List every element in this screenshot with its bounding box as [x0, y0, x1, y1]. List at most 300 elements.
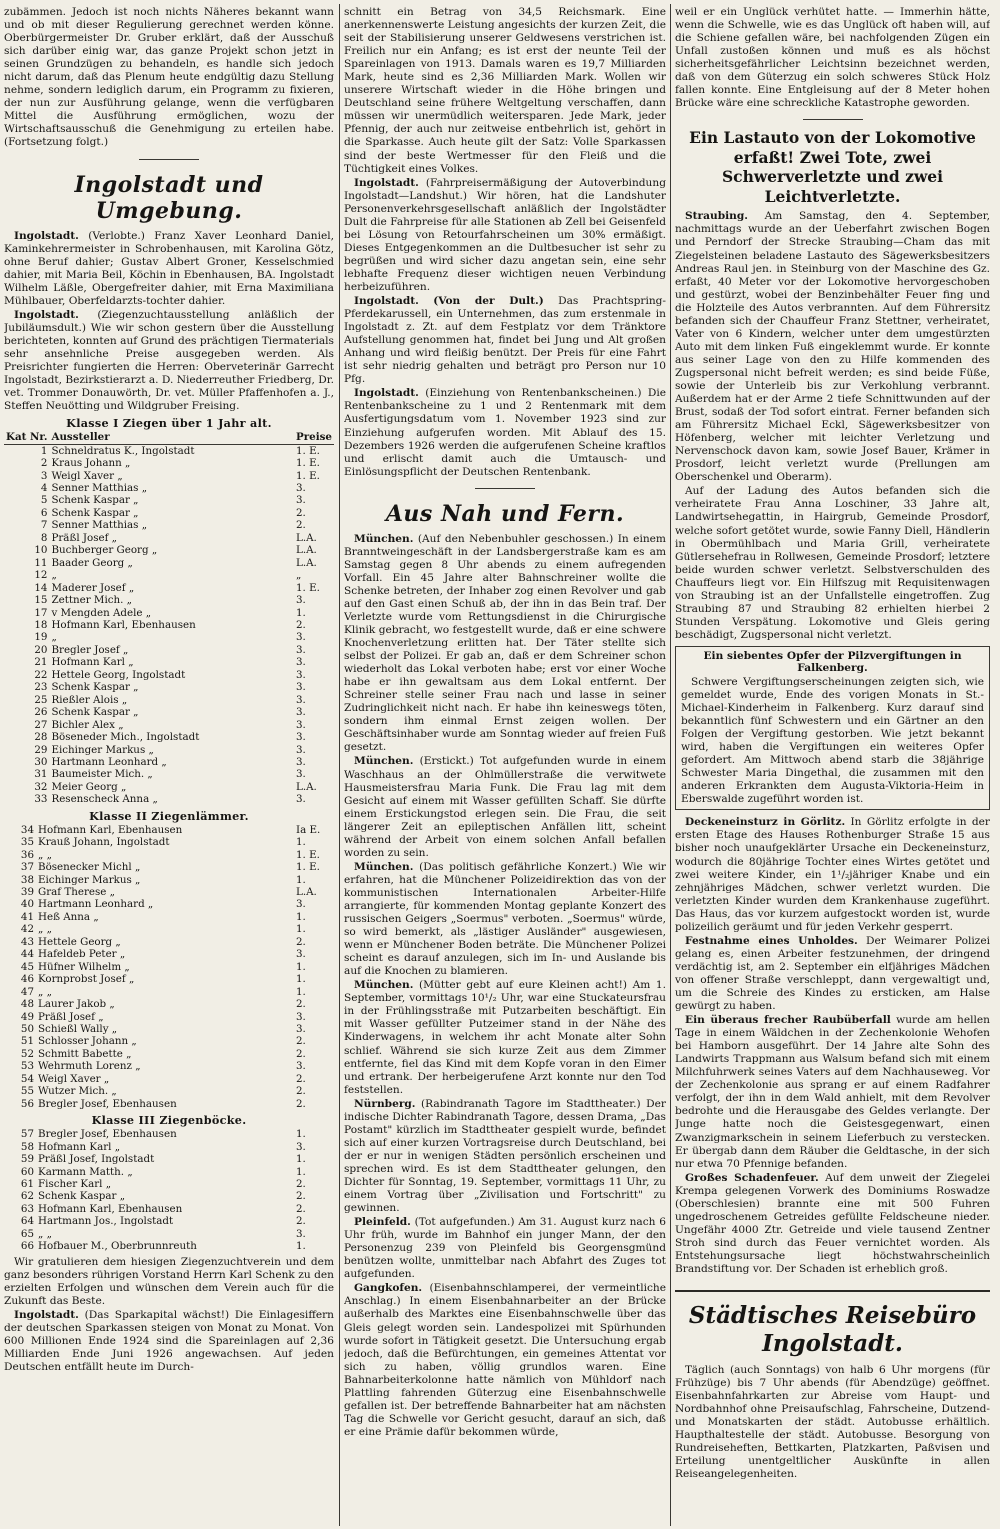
- table-row: [4, 507, 334, 519]
- dateline: München.: [354, 532, 414, 545]
- exhibitor: Schmitt Babette „: [38, 1047, 132, 1060]
- exhibitor: „ „: [38, 923, 52, 936]
- exhibitor: Meier Georg „: [51, 780, 127, 793]
- exhibitor: Hofmann Karl „: [38, 1140, 121, 1153]
- exhibitor: Hofmann Karl „: [51, 656, 134, 669]
- table-row: [4, 1178, 334, 1190]
- table-row: [4, 557, 334, 569]
- table-row: [4, 961, 334, 973]
- prize: L.A.: [296, 556, 317, 569]
- exhibitor: „ „: [38, 848, 52, 861]
- exhibitor: Hartmann Leonhard „: [51, 755, 167, 768]
- news-item: [4, 230, 334, 308]
- column-rule: [670, 4, 671, 1526]
- prize: 1.: [296, 960, 306, 973]
- cat-number: 15: [34, 594, 48, 607]
- exhibitor: Heß Anna „: [38, 910, 99, 923]
- headline: Ein Lastauto von der Lokomotive erfaßt! Zwei Tote, zwei Schwerverletzte und zwei Leichtverletzte.: [689, 128, 976, 206]
- news-item: [344, 1282, 666, 1439]
- news-item: [675, 210, 990, 484]
- prize: 3.: [296, 1227, 306, 1240]
- cat-number: 6: [40, 506, 48, 519]
- cat-number: 51: [20, 1035, 34, 1048]
- table-row: [4, 731, 334, 743]
- cat-number: 7: [40, 519, 48, 532]
- dateline: München.: [354, 860, 414, 873]
- exhibitor: Schießl Wally „: [38, 1023, 118, 1036]
- cat-number: 22: [34, 668, 48, 681]
- exhibitor: Buchberger Georg „: [51, 544, 158, 557]
- table-row: [4, 669, 334, 681]
- cat-number: 23: [34, 681, 48, 694]
- exhibitor: Krauß Johann, Ingolstadt: [38, 836, 170, 849]
- exhibitor: Hartmann Leonhard „: [38, 898, 154, 911]
- table-row: [4, 768, 334, 780]
- prize: 1. E.: [296, 469, 320, 482]
- table-row: [4, 544, 334, 556]
- dateline: Gangkofen.: [354, 1282, 423, 1295]
- news-text: Auf dem unweit der Ziegelei Krempa gelegenen Vorwerk des Dominiums Roswadze (Oberschlesien) brannte eine mit 500 Fuhren ungedroschenem Getreides gefüllte Feldscheune nieder. Ungefähr 4000 Ztr. Getreide und viele tausend Zentner Stroh sind durch das Feuer vernichtet worden. Als Entstehungsursache liegt höchstwahrscheinlich Brandstiftung vor. Der Schaden ist erheblich groß.: [675, 1171, 990, 1275]
- news-item: [344, 755, 666, 859]
- news-text: (Erstickt.) Tot aufgefunden wurde in einem Waschhaus an der Ohlmüllerstraße die verwitwete Hausmeistersfrau Maria Funk. Die Frau lag mit dem Gesicht auf einem mit Wasser gefüllten Schaff. Sie dürfte einem Erstickungstod erlegen sein. Die Frau, die seit längerer Zeit an epileptischen Anfällen litt, scheint während der Arbeit von einem solchen Anfall befallen worden zu sein.: [344, 755, 666, 859]
- exhibitor: Bregler Josef „: [51, 643, 129, 656]
- table-row: [4, 898, 334, 910]
- table-row: [4, 849, 334, 861]
- cat-number: 48: [20, 998, 34, 1011]
- table-row: [4, 781, 334, 793]
- class-heading: Klasse I Ziegen über 1 Jahr alt.: [66, 416, 272, 431]
- table-row: [4, 619, 334, 631]
- class-heading: Klasse II Ziegenlämmer.: [89, 808, 249, 823]
- cat-number: 29: [34, 743, 48, 756]
- news-item: [344, 1098, 666, 1215]
- prize: 2.: [296, 506, 306, 519]
- exhibitor: Schlosser Johann „: [38, 1035, 137, 1048]
- exhibitor: „: [51, 631, 57, 644]
- prize: 3.: [296, 718, 306, 731]
- prize: 1.: [296, 836, 306, 849]
- table-row: [4, 1128, 334, 1140]
- news-text: (Eisenbahnschlamperei, der vermeintliche Anschlag.) In einem Eisenbahnarbeiter an der Brücke außerhalb des Marktes eine Eisenbahnschwelle über das Gleis gelegt worden sein. Landespolizei mit Spürhunden wurde sofort in Tätigkeit gesetzt. Die Untersuchung ergab jedoch, daß die Befürchtungen, ein gemeines Attentat vor sich zu haben, völlig grundlos waren. Eine Bahnarbeiterkolonne hatte nämlich von Mühldorf nach Plattling fahrenden Güterzug eine Eisenbahnschwelle gefallen ist. Der betreffende Bahnarbeiter hat am nächsten Tag die Schwelle vor Gericht gesucht, darauf an sich, daß er eine Prämie dafür bekommen würde,: [344, 1282, 666, 1438]
- dateline: München.: [354, 979, 414, 992]
- cat-number: 62: [20, 1190, 34, 1203]
- prize: 3.: [296, 668, 306, 681]
- news-text: (Einziehung von Rentenbankscheinen.) Die Rentenbankscheine zu 1 und 2 Rentenmark mit dem Ausfertigungsdatum vom 1. November 1923 sind zur Einziehung aufgerufen worden. Mit Ablauf des 15. Dezembers 1926 werden die aufgerufenen Scheine kraftlos und erlischt damit auch die Umtausch- und Einlösungspflicht der Deutschen Rentenbank.: [344, 387, 666, 478]
- exhibitor: Schenk Kaspar „: [51, 706, 139, 719]
- cat-number: 21: [34, 656, 48, 669]
- table-row: [4, 470, 334, 482]
- prize: 2.: [296, 1085, 306, 1098]
- table-row: [4, 886, 334, 898]
- prize: 2.: [296, 1047, 306, 1060]
- article-continuation: weil er ein Unglück verhütet hatte. — Immerhin hätte, wenn die Schwelle, wie es das Unglück oft haben will, auf die Schiene gefallen wäre, bei nachfolgenden Zügen ein Unfall zustoßen können und muß es als höchst sicherheitsgefährlicher Leichtsinn bezeichnet werden, daß von dem Güterzug ein solch schweres Stück Holz fallen konnte. Eine Entgleisung auf der 8 Meter hohen Brücke wäre eine schreckliche Katastrophe geworden.: [675, 6, 990, 110]
- news-text: wurde am hellen Tage in einem Wäldchen in der Zechenkolonie Wehofen bei Hamborn ausgeführt. Der 14 Jahre alte Sohn des Landwirts Trappmann aus Walsum befand sich mit einem Milchfuhrwerk seines Vaters auf dem Nachhauseweg. Vor der Zechenkolonie aus sprang er auf einem Radfahrer verfolgt, der ihn in dem Wald anhielt, mit dem Revolver bedrohte und die Herausgabe des Geldes verlangte. Der Junge hatte noch die Geistesgegenwart, einen Zwanzigmarkschein in seinem Lieferbuch zu verstecken. Er übergab dann dem Räuber die Geldtasche, in der sich nur etwa 70 Pfennige befanden.: [675, 1014, 990, 1170]
- news-text: (Fahrpreisermäßigung der Autoverbindung Ingolstadt—Landshut.) Wir hören, hat die Landshuter Personenverkehrsgesellschaft anläßlich der Ingolstädter Dult die Fahrpreise für alle Stationen ab Zell bei Geisenfeld bei Lösung von Retourfahrscheinen um 30% ermäßigt. Dieses Entgegenkommen an die Dultbesucher ist sehr zu begrüßen und wird sicher dazu angetan sein, eine sehr lebhafte Frequenz dieser wichtigen neuen Verbindung herbeizuführen.: [344, 176, 666, 293]
- cat-number: 28: [34, 731, 48, 744]
- exhibitor: Senner Matthias „: [51, 481, 148, 494]
- notice-title: Ein siebentes Opfer der Pilzvergiftungen in Falkenberg.: [703, 649, 962, 674]
- exhibitor: Fischer Karl „: [38, 1178, 112, 1190]
- cat-number: 12: [34, 569, 48, 582]
- prize: L.A.: [296, 886, 317, 899]
- column-rule: [339, 4, 340, 1526]
- exhibitor: Weigl Xaver „: [51, 469, 123, 482]
- prize-table: [4, 1128, 334, 1253]
- cat-number: 36: [20, 848, 34, 861]
- prize: 3.: [296, 481, 306, 494]
- news-item: [344, 861, 666, 978]
- col-header: Aussteller: [49, 431, 294, 444]
- table-row: [4, 519, 334, 531]
- cat-number: 43: [20, 935, 34, 948]
- news-item: [344, 387, 666, 478]
- prize: 1.: [296, 606, 306, 619]
- table-row: [4, 824, 334, 836]
- cat-number: 31: [34, 768, 48, 781]
- table-row: [4, 986, 334, 998]
- table-row: [4, 594, 334, 606]
- news-title: (Von der Dult.): [433, 295, 544, 308]
- cat-number: 63: [20, 1202, 34, 1215]
- table-row: [4, 719, 334, 731]
- prize: L.A.: [296, 544, 317, 557]
- dateline: Pleinfeld.: [354, 1216, 411, 1229]
- exhibitor: Böseneder Mich., Ingolstadt: [51, 731, 200, 744]
- news-item: [344, 177, 666, 294]
- prize: 3.: [296, 706, 306, 719]
- prize: L.A.: [296, 780, 317, 793]
- prize: 1.: [296, 973, 306, 986]
- prize: 3.: [296, 693, 306, 706]
- prize: 2.: [296, 1178, 306, 1190]
- prize: L.A.: [296, 531, 317, 544]
- table-row: [4, 1060, 334, 1072]
- dateline: Ingolstadt.: [354, 387, 419, 400]
- prize: 1. E.: [296, 444, 320, 457]
- exhibitor: Eichinger Markus „: [51, 743, 154, 756]
- column-middle: [344, 6, 666, 1526]
- col-header: Kat Nr.: [6, 431, 48, 444]
- news-item: [4, 1309, 334, 1374]
- prize: 1.: [296, 910, 306, 923]
- prize-table: [4, 431, 334, 806]
- table-row: [4, 444, 334, 457]
- prize: 3.: [296, 768, 306, 781]
- exhibitor: Hofbauer M., Oberbrunnreuth: [38, 1240, 197, 1253]
- exhibitor: Kornprobst Josef „: [38, 973, 135, 986]
- exhibitor: Bregler Josef, Ebenhausen: [38, 1097, 177, 1110]
- prize: 3.: [296, 594, 306, 607]
- exhibitor: Wutzer Mich. „: [38, 1085, 117, 1098]
- cat-number: 11: [34, 556, 48, 569]
- prize: 3.: [296, 631, 306, 644]
- column-left: [4, 6, 334, 1526]
- exhibitor: Senner Matthias „: [51, 519, 148, 532]
- news-text: (Ziegenzuchtausstellung anläßlich der Jubiläumsdult.) Wie wir schon gestern über die Ausstellung berichteten, konnten auf Grund des prächtigen Tiermaterials sehr ansehnliche Preise ausgegeben werden. Als Preisrichter fungierten die Herren: Oberveterinär Garrecht Ingolstadt, Bezirkstierarzt a. D. Niederreuther Friedberg, Dr. vet. Trommer Donauwörth, Dr. vet. Müller Pfaffenhofen a. J., Steffen Neuötting und Wildgruber Freising.: [4, 308, 334, 413]
- prize: 3.: [296, 656, 306, 669]
- exhibitor: Graf Therese „: [38, 886, 115, 899]
- cat-number: 33: [34, 793, 48, 806]
- exhibitor: Bösenecker Michl „: [38, 861, 141, 874]
- cat-number: 3: [40, 469, 48, 482]
- table-row: [4, 482, 334, 494]
- cat-number: 64: [20, 1215, 34, 1228]
- table-row: [4, 532, 334, 544]
- ad-text: Täglich (auch Sonntags) von halb 6 Uhr morgens (für Frühzüge) bis 7 Uhr abends (für Abendzüge) geöffnet. Eisenbahnfahrkarten zur Abreise vom Haupt- und Nordbahnhof ohne Preisaufschlag, Fahrscheine, Dutzend- und Monatskarten der städt. Autobusse erhältlich. Haupthaltestelle der städt. Autobusse. Besorgung von Rundreiseheften, Bettkarten, Platzkarten, Paßvisen und Erteilung unentgeltlicher Auskünfte in allen Reiseangelegenheiten.: [675, 1364, 990, 1481]
- cat-number: 56: [20, 1097, 34, 1110]
- table-row: [4, 1240, 334, 1252]
- prize: 2.: [296, 1215, 306, 1228]
- exhibitor: Hartmann Jos., Ingolstadt: [38, 1215, 174, 1228]
- table-row: [4, 1153, 334, 1165]
- exhibitor: „: [51, 569, 57, 582]
- cat-number: 18: [34, 618, 48, 631]
- exhibitor: Schenk Kaspar „: [51, 681, 139, 694]
- prize: 2.: [296, 935, 306, 948]
- section-heading: Ingolstadt und Umgebung.: [74, 171, 264, 224]
- cat-number: 20: [34, 643, 48, 656]
- exhibitor: Hofmann Karl, Ebenhausen: [38, 1202, 183, 1215]
- news-item: [344, 979, 666, 1096]
- news-text: Wir gratulieren dem hiesigen Ziegenzuchtverein und dem ganz besonders rührigen Vorstand Herrn Karl Schenk zu den erzielten Erfolgen und wünschen dem Verein auch für die Zukunft das Beste.: [4, 1255, 334, 1307]
- table-row: [4, 911, 334, 923]
- table-row: [4, 836, 334, 848]
- cat-number: 4: [40, 481, 48, 494]
- table-row: [4, 569, 334, 581]
- cat-number: 42: [20, 923, 34, 936]
- cat-number: 52: [20, 1047, 34, 1060]
- cat-number: 46: [20, 973, 34, 986]
- table-row: [4, 998, 334, 1010]
- table-row: [4, 861, 334, 873]
- cat-number: 61: [20, 1178, 34, 1190]
- table-row: [4, 1228, 334, 1240]
- cat-number: 1: [40, 444, 48, 457]
- exhibitor: Wehrmuth Lorenz „: [38, 1060, 141, 1073]
- table-row: [4, 948, 334, 960]
- cat-number: 35: [20, 836, 34, 849]
- exhibitor: Schneldratus K., Ingolstadt: [51, 444, 195, 457]
- prize: 2.: [296, 1202, 306, 1215]
- cat-number: 54: [20, 1072, 34, 1085]
- separator: [139, 159, 199, 160]
- exhibitor: Baumeister Mich. „: [51, 768, 153, 781]
- cat-number: 38: [20, 873, 34, 886]
- cat-number: 30: [34, 755, 48, 768]
- cat-number: 19: [34, 631, 48, 644]
- table-row: [4, 631, 334, 643]
- cat-number: 2: [40, 457, 48, 470]
- cat-number: 45: [20, 960, 34, 973]
- article-continuation: zubämmen. Jedoch ist noch nichts Näheres bekannt wann und ob mit dieser Regulierung gerechnet werden könne. Oberbürgermeister Dr. Gruber erklärt, daß der Ausschuß sich darüber einig war, das ganze Projekt schon jetzt in seinen Grundzügen zu behandeln, es handle sich jedoch nicht darum, daß das Plenum heute endgültig dazu Stellung nehme, sondern lediglich darum, ein Programm zu fixieren, der nun zur Ausführung gelange, wenn die verfügbaren Mittel die Ausführung ermöglichen, wozu der Wirtschaftsausschuß die Genehmigung zu erteilen habe. (Fortsetzung folgt.): [4, 6, 334, 149]
- prize: 3.: [296, 1060, 306, 1073]
- cat-number: 47: [20, 985, 34, 998]
- table-row: [4, 656, 334, 668]
- news-item: [344, 295, 666, 386]
- table-row: [4, 756, 334, 768]
- prize: 3.: [296, 1010, 306, 1023]
- cat-number: 49: [20, 1010, 34, 1023]
- cat-number: 10: [34, 544, 48, 557]
- prize: 1. E.: [296, 848, 320, 861]
- news-item: [675, 1172, 990, 1276]
- dateline: München.: [354, 755, 414, 768]
- table-row: [4, 457, 334, 469]
- cat-number: 37: [20, 861, 34, 874]
- table-row: [4, 1190, 334, 1202]
- prize: 1.: [296, 923, 306, 936]
- table-row: [4, 582, 334, 594]
- prize: 3.: [296, 1140, 306, 1153]
- dateline: Ingolstadt.: [354, 176, 419, 189]
- article-continuation: schnitt ein Betrag von 34,5 Reichsmark. Eine anerkennenswerte Leistung angesichts der kurzen Zeit, die seit der Stabilisierung unserer Geldwesens verstrichen ist. Freilich nur ein Anfang; es ist erst der neunte Teil der Spareinlagen von 1913. Damals waren es 19,7 Milliarden Mark, heute sind es 2,36 Milliarden Mark. Wollen wir unserere Wirtschaft wieder in die Höhe bringen und Deutschland seine frühere Weltgeltung verschaffen, dann müssen wir unermüdlich weitersparen. Jede Mark, jeder Pfennig, der auch nur zeitweise entbehrlich ist, gehört in die Sparkasse. Auch heute gilt der Satz: Volle Sparkassen sind der beste Wertmesser für den Fleiß und die Tüchtigkeit eines Volkes.: [344, 6, 666, 175]
- table-row: [4, 874, 334, 886]
- news-text: Das Prachtspring-Pferdekarussell, ein Unternehmen, das zum erstenmale in Ingolstadt z. Zt. auf dem Festplatz vor dem Tränktore Aufstellung genommen hat, findet bei Jung und Alt großen Anhang und wird fleißig benützt. Der Preis für eine Fahrt ist sehr niedrig gehalten und beträgt pro Person nur 10 Pfg.: [344, 295, 666, 386]
- table-row: [4, 694, 334, 706]
- cat-number: 17: [34, 606, 48, 619]
- exhibitor: Weigl Xaver „: [38, 1072, 110, 1085]
- news-item: [675, 816, 990, 933]
- news-text: (Auf den Nebenbuhler geschossen.) In einem Branntweingeschäft in der Landsbergerstraße kam es am Samstag gegen 8 Uhr abends zu einem aufregenden Vorfall. Ein 45 Jahre alter Bahnschreiner wollte die Schenke betreten, der Inhaber zog einen Revolver und gab auf den Gast einen Schuß ab, der ihn in das Bein traf. Der Verletzte wurde vom Rettungsdienst in die Chirurgische Klinik gebracht, wo festgestellt wurde, daß er eine schwere Knochenverletzung erlitten hat. Der Täter stellte sich selbst der Polizei. Er gab an, daß er dem Schreiner schon wiederholt das Lokal verboten habe; erst vor einer Woche habe er ihn gewaltsam aus dem Lokal entfernt. Der Schreiner stelle seiner Frau nach und lasse in seiner Zudringlichkeit nicht nach. Er habe ihn keineswegs töten, sondern ihm einmal Ernst zeigen wollen. Der Geschäftsinhaber wurde am Sonntag wieder auf freien Fuß gesetzt.: [344, 532, 666, 754]
- prize: 3.: [296, 1023, 306, 1036]
- prize: 3.: [296, 898, 306, 911]
- prize: 3.: [296, 643, 306, 656]
- table-row: [4, 1073, 334, 1085]
- prize: 3.: [296, 731, 306, 744]
- col-header: Preise: [294, 431, 334, 444]
- cat-number: 34: [20, 823, 34, 836]
- cat-number: 60: [20, 1165, 34, 1178]
- exhibitor: Hettele Georg „: [38, 935, 121, 948]
- boxed-notice: [675, 646, 990, 810]
- table-row: [4, 644, 334, 656]
- dateline: Straubing.: [685, 210, 748, 223]
- prize: 3.: [296, 793, 306, 806]
- table-row: [4, 744, 334, 756]
- table-row: [4, 1048, 334, 1060]
- dateline: Ein überaus frecher Raubüberfall: [685, 1014, 891, 1027]
- cat-number: 65: [20, 1227, 34, 1240]
- news-item: [4, 309, 334, 413]
- table-row: [4, 973, 334, 985]
- ad-title: Städtisches Reisebüro Ingolstadt.: [688, 1302, 977, 1358]
- exhibitor: Präßl Josef „: [51, 531, 118, 544]
- news-text: (Rabindranath Tagore im Stadttheater.) Der indische Dichter Rabindranath Tagore, dessen Drama, „Das Postamt" kürzlich im Stadttheater gespielt wurde, befindet sich auf einer kurzen Vortragsreise durch Deutschland, bei der er nur in wenigen Städten persönlich erscheinen und sprechen wird. Es ist dem Stadttheater gelungen, den Dichter für Sonntag, 19. September, vormittags 11 Uhr, zu einem Vortrag über „Zivilisation und Fortschritt" zu gewinnen.: [344, 1097, 666, 1215]
- separator: [803, 119, 863, 120]
- exhibitor: Schenk Kaspar „: [51, 494, 139, 507]
- prize: 3.: [296, 948, 306, 961]
- prize: 1. E.: [296, 457, 320, 470]
- prize: 1. E.: [296, 581, 320, 594]
- dateline: Ingolstadt.: [14, 229, 79, 242]
- cat-number: 58: [20, 1140, 34, 1153]
- exhibitor: Baader Georg „: [51, 556, 133, 569]
- prize: 3.: [296, 494, 306, 507]
- dateline: Ingolstadt.: [14, 1308, 79, 1321]
- prize: 2.: [296, 1035, 306, 1048]
- cat-number: 39: [20, 886, 34, 899]
- news-text: Schwere Vergiftungserscheinungen zeigten sich, wie gemeldet wurde, Ende des vorigen Monats in St.-Michael-Kinderheim in Falkenberg. Kurz darauf sind bekanntlich fünf Schwestern und ein Gärtner an den Folgen der Vergiftung gestorben. Wie jetzt bekannt wird, haben die Vergiftungen ein weiteres Opfer gefordert. Am Mittwoch abend starb die 38jährige Schwester Maria Dingethal, die zusammen mit den anderen Erkrankten dem Augusta-Viktoria-Heim in Eberswalde zugeführt worden ist.: [681, 675, 984, 806]
- prize: 3.: [296, 743, 306, 756]
- cat-number: 55: [20, 1085, 34, 1098]
- exhibitor: Zettner Mich. „: [51, 594, 133, 607]
- class-heading: Klasse III Ziegenböcke.: [91, 1113, 247, 1128]
- news-text: (Mütter gebt auf eure Kleinen acht!) Am 1. September, vormittags 10¹/₂ Uhr, war eine Stuckateursfrau in der Frühlingsstraße mit Putzarbeiten beschäftigt. Ein mit Wasser gefüllter Putzeimer stand in der Nähe des Kinderwagens, in welchem ihr acht Monate alter Sohn schlief. Während sie sich kurze Zeit aus dem Zimmer entfernte, fiel das Kind mit dem Kopfe voran in den Eimer und ertrank. Der herbeigerufene Arzt konnte nur den Tod feststellen.: [344, 979, 666, 1096]
- table-row: [4, 1166, 334, 1178]
- dateline: Ingolstadt.: [14, 308, 79, 321]
- prize: 1.: [296, 1128, 306, 1141]
- news-text: In Görlitz erfolgte in der ersten Etage des Hauses Rothenburger Straße 15 aus bisher noch unaufgeklärter Ursache ein Deckeneinsturz, wodurch die 80jährige Tochter eines Wirtes getötet und zwei weitere Kinder, ein 1¹/₂jähriger Knabe und ein zehnjähriges Mädchen, schwer verletzt wurden. Die verletzten Kinder wurden dem Krankenhause zugeführt. Das Haus, das vor kurzem aufgestockt worden ist, wurde polizeilich geräumt und für jeden Verkehr gesperrt.: [675, 816, 990, 933]
- table-row: [4, 706, 334, 718]
- cat-number: 59: [20, 1153, 34, 1166]
- prize-table: [4, 824, 334, 1110]
- dateline: Großes Schadenfeuer.: [685, 1171, 819, 1184]
- table-row: [4, 1011, 334, 1023]
- table-row: [4, 1035, 334, 1047]
- cat-number: 25: [34, 693, 48, 706]
- exhibitor: Hofmann Karl, Ebenhausen: [38, 823, 183, 836]
- advertisement: [675, 1290, 990, 1481]
- table-row: [4, 923, 334, 935]
- cat-number: 5: [40, 494, 48, 507]
- news-item: [675, 935, 990, 1013]
- exhibitor: Schenk Kaspar „: [51, 506, 139, 519]
- exhibitor: Laurer Jakob „: [38, 998, 115, 1011]
- cat-number: 27: [34, 718, 48, 731]
- news-item: [344, 1216, 666, 1281]
- news-text: (Das Sparkapital wächst!) Die Einlagesiffern der deutschen Sparkassen steigen von Monat zu Monat. Von 600 Millionen Ende 1924 sind die Spareinlagen auf 2,36 Milliarden Ende Juni 1926 angewachsen. Auf jeden Deutschen entfällt heute im Durch-: [4, 1308, 334, 1374]
- table-row: [4, 936, 334, 948]
- exhibitor: Resenscheck Anna „: [51, 793, 158, 806]
- table-row: [4, 681, 334, 693]
- exhibitor: Präßl Josef, Ingolstadt: [38, 1153, 155, 1166]
- cat-number: 41: [20, 910, 34, 923]
- exhibitor: Hüfner Wilhelm „: [38, 960, 130, 973]
- table-row: [4, 1215, 334, 1227]
- news-text: Der Weimarer Polizei gelang es, einen Arbeiter festzunehmen, der dringend verdächtig ist, am 2. September ein elfjähriges Mädchen von offener Straße verschleppt, dann vergewaltigt und, um die Schreie des Kindes zu ersticken, am Halse gewürgt zu haben.: [675, 934, 990, 1013]
- exhibitor: Rießler Alois „: [51, 693, 128, 706]
- prize: 1.: [296, 985, 306, 998]
- table-row: [4, 1085, 334, 1097]
- table-row: [4, 1141, 334, 1153]
- cat-number: 32: [34, 780, 48, 793]
- prize: 2.: [296, 519, 306, 532]
- exhibitor: Präßl Josef „: [38, 1010, 104, 1023]
- prize: „: [296, 569, 302, 582]
- prize: 2.: [296, 618, 306, 631]
- prize: 2.: [296, 998, 306, 1011]
- prize: 1.: [296, 1240, 306, 1253]
- exhibitor: v Mengden Adele „: [51, 606, 152, 619]
- section-heading: Aus Nah und Fern.: [385, 500, 625, 527]
- news-text: (Tot aufgefunden.) Am 31. August kurz nach 6 Uhr früh, wurde im Bahnhof ein junger Mann, der den Personenzug 239 von Pleinfeld bis Georgensgmünd benützen wollte, unmittelbar nach Abfahrt des Zuges tot aufgefunden.: [344, 1216, 666, 1281]
- table-row: [4, 1023, 334, 1035]
- exhibitor: Maderer Josef „: [51, 581, 135, 594]
- exhibitor: Hettele Georg, Ingolstadt: [51, 668, 186, 681]
- table-row: [4, 1203, 334, 1215]
- exhibitor: Kraus Johann „: [51, 457, 131, 470]
- exhibitor: Schenk Kaspar „: [38, 1190, 126, 1203]
- news-text: Auf der Ladung des Autos befanden sich die verheiratete Frau Anna Loschiner, 33 Jahre alt, Landwirtsehegattin, in Hairgrub, Gemeinde Prosdorf, welche sofort getötet wurde, sowie Fanny Diell, Händlerin in Obermühlbach und Maria Grill, verheiratete Gütlersehefrau in Rollwesen, Gemeinde Prosdorf; letztere beide wurden schwer verletzt. Selbstverschulden des Chauffeurs liegt vor. Ein Hilfszug mit Requisitenwagen von Straubing ist an der Unfallstelle eingetroffen. Zug Straubing 87 und Straubing 82 erhielten hierbei 2 Stunden Verspätung. Lokomotive und Gleis gering beschädigt, Zugspersonal nicht verletzt.: [675, 485, 990, 641]
- table-header-row: [4, 431, 334, 444]
- exhibitor: Karmann Matth. „: [38, 1165, 133, 1178]
- exhibitor: Hafeldeb Peter „: [38, 948, 126, 961]
- prize: 2.: [296, 1072, 306, 1085]
- prize: 2.: [296, 1097, 306, 1110]
- cat-number: 66: [20, 1240, 34, 1253]
- exhibitor: Bichler Alex „: [51, 718, 124, 731]
- prize: 2.: [296, 1190, 306, 1203]
